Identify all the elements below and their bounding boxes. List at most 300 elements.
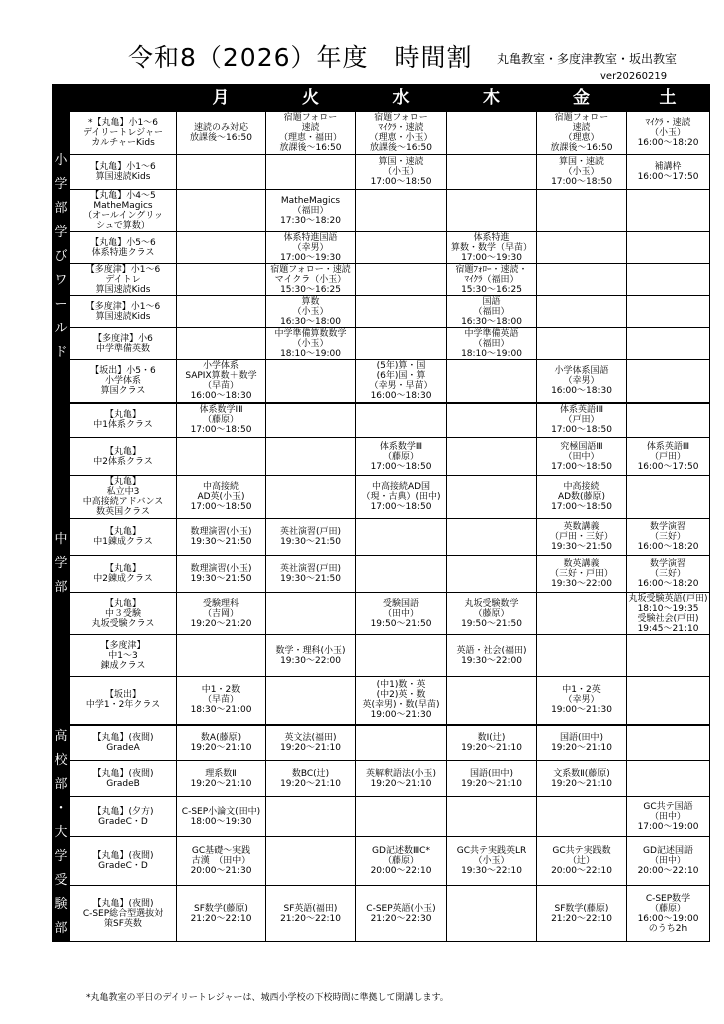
schedule-line: 18:00〜19:30 — [190, 816, 252, 827]
schedule-line: （小玉） — [649, 128, 686, 138]
class-name-line: GradeC・D — [98, 861, 148, 872]
schedule-cell — [447, 438, 537, 476]
class-name-line: 算国速読Kids — [95, 311, 151, 322]
day-header-thu: 木 — [447, 85, 537, 112]
schedule-line: 数A(藤原) — [200, 732, 242, 743]
table-row — [53, 837, 710, 886]
schedule-cell — [266, 190, 356, 232]
table-row — [53, 360, 710, 403]
schedule-cell — [627, 403, 710, 438]
schedule-cell — [537, 232, 627, 264]
class-name-line: 【丸亀】小1〜6 — [90, 162, 156, 172]
day-header-tue: 火 — [266, 85, 356, 112]
schedule-line: 数BC(辻) — [291, 768, 330, 779]
class-name-line: 【丸亀】(夜間) — [92, 732, 154, 743]
schedule-cell — [537, 677, 627, 725]
schedule-line: 速読 — [572, 123, 591, 133]
schedule-line: (6年)国・算 — [376, 370, 426, 381]
schedule-cell — [177, 232, 266, 264]
schedule-cell — [627, 886, 710, 942]
class-name-line: 数英国クラス — [96, 507, 150, 517]
schedule-line: 19:20〜21:10 — [370, 778, 432, 789]
class-name-cell — [70, 519, 177, 556]
schedule-cell — [177, 886, 266, 942]
schedule-line: 17:00〜18:50 — [370, 177, 432, 187]
schedule-line: 18:30〜21:00 — [190, 705, 252, 716]
schedule-line: 算数 — [301, 296, 320, 307]
class-name-line: 【丸亀】 — [104, 564, 141, 574]
schedule-cell — [177, 112, 266, 155]
table-row — [53, 438, 710, 476]
class-name-cell — [70, 264, 177, 296]
schedule-line: 17:00〜18:50 — [370, 461, 432, 472]
schedule-line: 算国・速読 — [558, 157, 604, 167]
schedule-line: 19:30〜21:50 — [280, 537, 341, 547]
schedule-cell — [627, 264, 710, 296]
schedule-line: 中学準備英語 — [464, 328, 519, 339]
schedule-line: 体系数学ⅠⅡ — [199, 405, 243, 416]
schedule-cell — [627, 476, 710, 519]
class-name-cell — [70, 328, 177, 360]
schedule-cell — [447, 677, 537, 725]
schedule-cell — [537, 328, 627, 360]
schedule-cell — [537, 725, 627, 761]
schedule-cell — [537, 112, 627, 155]
schedule-line: 宿題フォロー — [283, 113, 338, 123]
class-name-cell — [70, 677, 177, 725]
schedule-cell — [537, 556, 627, 593]
class-name-cell — [70, 837, 177, 886]
schedule-line: 英社演習(戸田) — [279, 527, 342, 537]
schedule-line: AD数(藤原) — [557, 492, 606, 502]
table-row — [53, 403, 710, 438]
schedule-line: 中高接続AD国 — [371, 482, 431, 492]
class-name-line: GradeA — [106, 742, 140, 753]
schedule-line: 速読のみ対応 — [193, 123, 248, 133]
schedule-cell — [356, 112, 447, 155]
class-name-line: 【丸亀】小5〜6 — [90, 237, 156, 248]
schedule-cell — [266, 360, 356, 403]
table-row — [53, 635, 710, 677]
class-name-cell — [70, 296, 177, 328]
schedule-line: （幸男） — [292, 242, 329, 253]
schedule-line: GC共テ国語 — [643, 801, 693, 812]
schedule-line: 国語(田中) — [469, 768, 514, 779]
schedule-cell — [177, 837, 266, 886]
class-name-line: *【丸亀】小1〜6 — [88, 118, 158, 128]
table-row — [53, 677, 710, 725]
schedule-line: 受験社会(戸田) — [637, 613, 699, 624]
schedule-line: 18:10〜19:35 — [637, 603, 699, 614]
class-name-cell — [70, 438, 177, 476]
table-row — [53, 328, 710, 360]
class-name-cell — [70, 155, 177, 190]
schedule-line: 17:00〜18:50 — [551, 502, 612, 512]
schedule-line: MatheMagics — [280, 195, 341, 206]
schedule-line: 16:30〜18:00 — [280, 316, 341, 327]
schedule-cell — [356, 593, 447, 635]
schedule-line: 17:00〜18:50 — [551, 461, 612, 472]
schedule-line: 16:00〜18:20 — [637, 138, 699, 148]
class-name-line: 中高接続アドバンス — [82, 497, 164, 507]
section-char: ド — [54, 345, 68, 360]
section-char: 部 — [54, 579, 68, 595]
schedule-cell — [356, 797, 447, 837]
schedule-cell — [537, 155, 627, 190]
schedule-line: 英解釈語法(小玉) — [365, 768, 437, 779]
schedule-line: 小学体系 — [202, 360, 239, 371]
schedule-line: （幸男・早苗） — [369, 380, 433, 391]
schedule-cell — [537, 360, 627, 403]
class-name-line: デイリートレジャー — [83, 128, 163, 138]
schedule-line: 16:00〜19:00 — [637, 913, 699, 924]
schedule-line: （幸男） — [563, 375, 600, 386]
schedule-line: 英文法(福田) — [284, 732, 337, 743]
schedule-cell — [266, 725, 356, 761]
section-char: 校 — [54, 753, 68, 768]
schedule-line: （福田） — [473, 306, 510, 317]
schedule-line: 19:30〜21:50 — [280, 574, 341, 584]
schedule-cell — [266, 264, 356, 296]
day-header-sat: 土 — [627, 85, 710, 112]
schedule-cell — [356, 635, 447, 677]
class-name-line: 【丸亀】小4〜5 — [90, 190, 156, 201]
schedule-line: SF数学(藤原) — [194, 903, 248, 914]
schedule-line: 19:30〜22:00 — [461, 655, 522, 666]
timetable — [52, 84, 710, 942]
schedule-cell — [627, 438, 710, 476]
schedule-line: 小学体系国語 — [554, 365, 609, 376]
class-name-line: 体系特進クラス — [91, 247, 155, 258]
schedule-cell — [177, 476, 266, 519]
schedule-line: （辻） — [567, 856, 595, 867]
schedule-line: 17:00〜18:50 — [190, 502, 252, 512]
class-name-cell — [70, 232, 177, 264]
schedule-line: 放課後〜16:50 — [279, 143, 342, 153]
section-char: 受 — [54, 873, 68, 888]
schedule-line: 19:20〜21:20 — [190, 618, 252, 629]
schedule-line: 19:00〜21:30 — [551, 705, 612, 716]
schedule-line: 体系特進 — [473, 232, 510, 243]
class-name-line: 策SF英数 — [104, 918, 142, 929]
schedule-line: （藤原） — [473, 608, 510, 619]
schedule-line: （福田） — [473, 338, 510, 349]
schedule-line: 17:30〜18:20 — [280, 215, 341, 226]
header-corner — [53, 85, 177, 112]
class-name-line: 中1錬成クラス — [93, 537, 153, 547]
schedule-cell — [447, 328, 537, 360]
schedule-line: 算国・速読 — [378, 157, 424, 167]
schedule-line: 19:30〜21:50 — [551, 542, 612, 552]
schedule-line: 19:30〜22:00 — [551, 579, 612, 589]
class-name-line: 【丸亀】(夜間) — [92, 898, 154, 909]
schedule-cell — [356, 155, 447, 190]
schedule-cell — [177, 403, 266, 438]
class-name-line: 算国速読Kids — [95, 172, 151, 182]
schedule-cell — [627, 593, 710, 635]
schedule-line: 体系英語ⅠⅡ — [559, 405, 604, 416]
schedule-cell — [447, 519, 537, 556]
schedule-line: 数英講義 — [563, 559, 600, 569]
schedule-line: 丸坂受験英語(戸田) — [628, 593, 708, 604]
schedule-line: C-SEP英語(小玉) — [366, 903, 436, 914]
schedule-line: GD記述数ⅢC* — [372, 846, 430, 857]
schedule-line: 理系数Ⅱ — [205, 768, 237, 779]
schedule-line: 放課後〜16:50 — [190, 133, 252, 143]
schedule-line: （小玉） — [292, 338, 329, 349]
schedule-cell — [356, 556, 447, 593]
schedule-cell — [177, 296, 266, 328]
section-char: 学 — [54, 225, 68, 240]
table-row — [53, 593, 710, 635]
schedule-line: AD英(小玉) — [197, 492, 245, 502]
schedule-line: GC共テ実践数 — [552, 846, 611, 857]
schedule-line: 速読 — [301, 123, 320, 133]
schedule-cell — [266, 232, 356, 264]
table-row — [53, 190, 710, 232]
schedule-cell — [537, 438, 627, 476]
schedule-line: 数理演習(小玉) — [190, 527, 252, 537]
class-name-line: 錬成クラス — [100, 660, 146, 671]
schedule-cell — [356, 296, 447, 328]
section-char: 大 — [54, 825, 68, 840]
schedule-line: 21:20〜22:30 — [370, 913, 432, 924]
section-char: 験 — [54, 897, 68, 912]
schedule-cell — [177, 677, 266, 725]
schedule-cell — [447, 725, 537, 761]
class-name-line: 【丸亀】 — [104, 598, 141, 609]
schedule-line: 体系英語Ⅲ — [646, 441, 690, 452]
schedule-cell — [537, 190, 627, 232]
schedule-cell — [537, 264, 627, 296]
schedule-line: 古漢 （田中） — [191, 856, 251, 867]
table-row — [53, 155, 710, 190]
section-char: 小 — [54, 153, 68, 168]
schedule-line: C-SEP小論文(田中) — [181, 806, 261, 817]
schedule-line: 16:30〜18:00 — [461, 316, 522, 327]
schedule-line: （小玉） — [382, 167, 419, 177]
schedule-cell — [537, 837, 627, 886]
schedule-line: 19:45〜21:10 — [637, 623, 699, 634]
schedule-line: 19:20〜21:10 — [461, 778, 522, 789]
schedule-line: 16:00〜18:30 — [551, 385, 612, 396]
section-char: ワ — [54, 273, 68, 288]
section-char: 学 — [54, 849, 68, 864]
section-char: 部 — [54, 921, 68, 936]
schedule-line: 17:00〜19:30 — [461, 252, 522, 263]
schedule-cell — [537, 403, 627, 438]
schedule-line: 19:20〜21:10 — [551, 778, 612, 789]
schedule-cell — [266, 519, 356, 556]
class-name-line: （オールイングリッ — [83, 210, 163, 221]
table-row — [53, 232, 710, 264]
schedule-cell — [447, 593, 537, 635]
schedule-cell — [627, 761, 710, 797]
class-name-line: 小学体系 — [104, 375, 141, 386]
schedule-cell — [266, 476, 356, 519]
schedule-cell — [537, 296, 627, 328]
schedule-line: （藤原） — [649, 903, 686, 914]
class-name-line: 中2体系クラス — [93, 456, 153, 467]
schedule-cell — [356, 403, 447, 438]
schedule-cell — [177, 155, 266, 190]
schedule-line: （幸男） — [563, 695, 600, 706]
version-label: ver20260219 — [600, 71, 668, 82]
section-char: 学 — [54, 177, 68, 192]
schedule-cell — [266, 677, 356, 725]
schedule-line: C-SEP数学 — [645, 893, 691, 904]
class-name-line: 【多度津】小6 — [93, 333, 153, 344]
schedule-cell — [177, 328, 266, 360]
class-name-line: 【丸亀】(夕方) — [92, 806, 154, 817]
class-name-line: 私立中3 — [106, 487, 140, 497]
schedule-line: 数学演習 — [649, 559, 686, 569]
schedule-cell — [537, 519, 627, 556]
class-name-line: 【丸亀】(夜間) — [92, 851, 154, 862]
schedule-line: 文系数Ⅱ(藤原) — [553, 768, 610, 779]
schedule-line: ﾏｲｸﾗ・速読 — [645, 118, 691, 128]
schedule-line: （田中） — [563, 451, 600, 462]
schedule-cell — [537, 635, 627, 677]
class-name-line: カルチャーKids — [91, 138, 155, 148]
class-name-line: C-SEP総合型選抜対 — [82, 908, 164, 919]
schedule-cell — [537, 886, 627, 942]
schedule-line: 放課後〜16:50 — [550, 143, 613, 153]
class-name-line: 【丸亀】 — [104, 527, 141, 537]
schedule-cell — [266, 593, 356, 635]
class-name-cell — [70, 593, 177, 635]
section-char: び — [54, 249, 68, 264]
day-header-fri: 金 — [537, 85, 627, 112]
schedule-cell — [627, 328, 710, 360]
schedule-line: (中1)数・英 — [376, 680, 426, 691]
schedule-line: （田中） — [649, 856, 686, 867]
schedule-line: 19:00〜21:30 — [370, 710, 432, 721]
schedule-line: 16:00〜18:20 — [637, 579, 699, 589]
schedule-cell — [266, 328, 356, 360]
section-junior-high — [53, 403, 70, 725]
schedule-cell — [266, 438, 356, 476]
class-name-line: 【坂出】小5・6 — [90, 365, 156, 376]
page-title: 令和8（2026）年度 時間割 — [128, 43, 473, 72]
class-name-line: 中学準備英数 — [95, 343, 150, 354]
schedule-line: 丸坂受験数学 — [464, 598, 519, 609]
schedule-cell — [177, 264, 266, 296]
schedule-line: 究極国語Ⅲ — [560, 441, 603, 452]
schedule-line: ﾏｲｸﾗ・速読 — [378, 123, 424, 133]
schedule-line: 宿題フォロー — [554, 113, 609, 123]
schedule-line: （田中） — [382, 608, 419, 619]
class-name-line: MatheMagics — [93, 200, 153, 211]
schedule-line: GD記述国語 — [643, 846, 693, 857]
class-name-cell — [70, 761, 177, 797]
schedule-cell — [266, 886, 356, 942]
schedule-cell — [447, 155, 537, 190]
schedule-line: 19:30〜22:10 — [461, 866, 522, 877]
class-name-line: 中３受験 — [104, 608, 141, 619]
schedule-line: 中学準備算数数学 — [274, 328, 347, 339]
schedule-cell — [356, 264, 447, 296]
schedule-line: （小玉） — [292, 306, 329, 317]
schedule-cell — [627, 635, 710, 677]
schedule-cell — [627, 296, 710, 328]
schedule-cell — [447, 837, 537, 886]
schedule-line: 中1・2数 — [201, 685, 241, 696]
schedule-line: 19:20〜21:10 — [280, 742, 341, 753]
schedule-line: 19:30〜21:50 — [190, 574, 252, 584]
schedule-cell — [537, 476, 627, 519]
schedule-line: 受験国語 — [382, 598, 419, 609]
schedule-line: 16:00〜17:50 — [637, 461, 699, 472]
schedule-cell — [356, 476, 447, 519]
schedule-line: （理恵・小玉） — [369, 133, 433, 143]
schedule-line: （三好） — [649, 532, 686, 542]
schedule-cell — [266, 296, 356, 328]
class-name-line: 中学1・2年クラス — [85, 700, 161, 711]
schedule-cell — [627, 112, 710, 155]
schedule-cell — [627, 190, 710, 232]
schedule-line: 宿題ﾌｫﾛｰ・速読・ — [455, 264, 528, 275]
schedule-line: 17:00〜18:50 — [551, 177, 612, 187]
class-name-line: 【多度津】小1〜6 — [85, 301, 161, 312]
schedule-cell — [447, 360, 537, 403]
class-name-line: GradeB — [106, 778, 140, 789]
class-name-line: 中1〜3 — [108, 650, 138, 661]
schedule-line: 数Ⅰ(辻) — [477, 732, 506, 743]
schedule-line: （小玉） — [563, 167, 600, 177]
schedule-cell — [537, 761, 627, 797]
section-char: 学 — [54, 555, 68, 571]
class-name-line: 算国速読Kids — [95, 284, 151, 295]
schedule-line: 宿題フォロー — [374, 113, 428, 123]
schedule-cell — [266, 635, 356, 677]
schedule-cell — [627, 232, 710, 264]
schedule-line: （戸田・三好） — [549, 532, 613, 542]
class-name-line: 【多度津】小1〜6 — [85, 264, 161, 275]
schedule-cell — [447, 797, 537, 837]
schedule-line: (中2)英・数 — [376, 690, 426, 701]
schedule-line: 17:00〜18:50 — [190, 425, 252, 436]
schedule-line: （現・古典）(田中) — [361, 492, 441, 502]
schedule-cell — [447, 112, 537, 155]
schedule-line: （田中） — [649, 811, 686, 822]
schedule-line: SF英語(福田) — [283, 903, 338, 914]
class-name-cell — [70, 360, 177, 403]
schedule-line: 体系数学Ⅲ — [379, 441, 423, 452]
schedule-cell — [356, 519, 447, 556]
schedule-line: 算数・数学（早苗） — [450, 242, 532, 253]
schedule-cell — [266, 112, 356, 155]
schedule-cell — [447, 296, 537, 328]
class-name-line: 丸坂受験クラス — [91, 618, 155, 629]
schedule-cell — [356, 232, 447, 264]
schedule-line: 21:20〜22:10 — [190, 913, 252, 924]
schedule-cell — [627, 360, 710, 403]
class-name-cell — [70, 556, 177, 593]
schedule-cell — [627, 797, 710, 837]
schedule-line: 数理演習(小玉) — [190, 564, 252, 574]
schedule-line: （戸田） — [649, 451, 686, 462]
day-header-row — [53, 85, 710, 112]
table-row — [53, 519, 710, 556]
schedule-cell — [447, 476, 537, 519]
schedule-line: （三好・戸田） — [549, 569, 613, 579]
class-name-line: シュで算数） — [96, 220, 150, 231]
section-elementary — [53, 112, 70, 403]
schedule-line: のうち2h — [648, 923, 688, 934]
schedule-line: 16:00〜18:20 — [637, 542, 699, 552]
schedule-cell — [177, 593, 266, 635]
